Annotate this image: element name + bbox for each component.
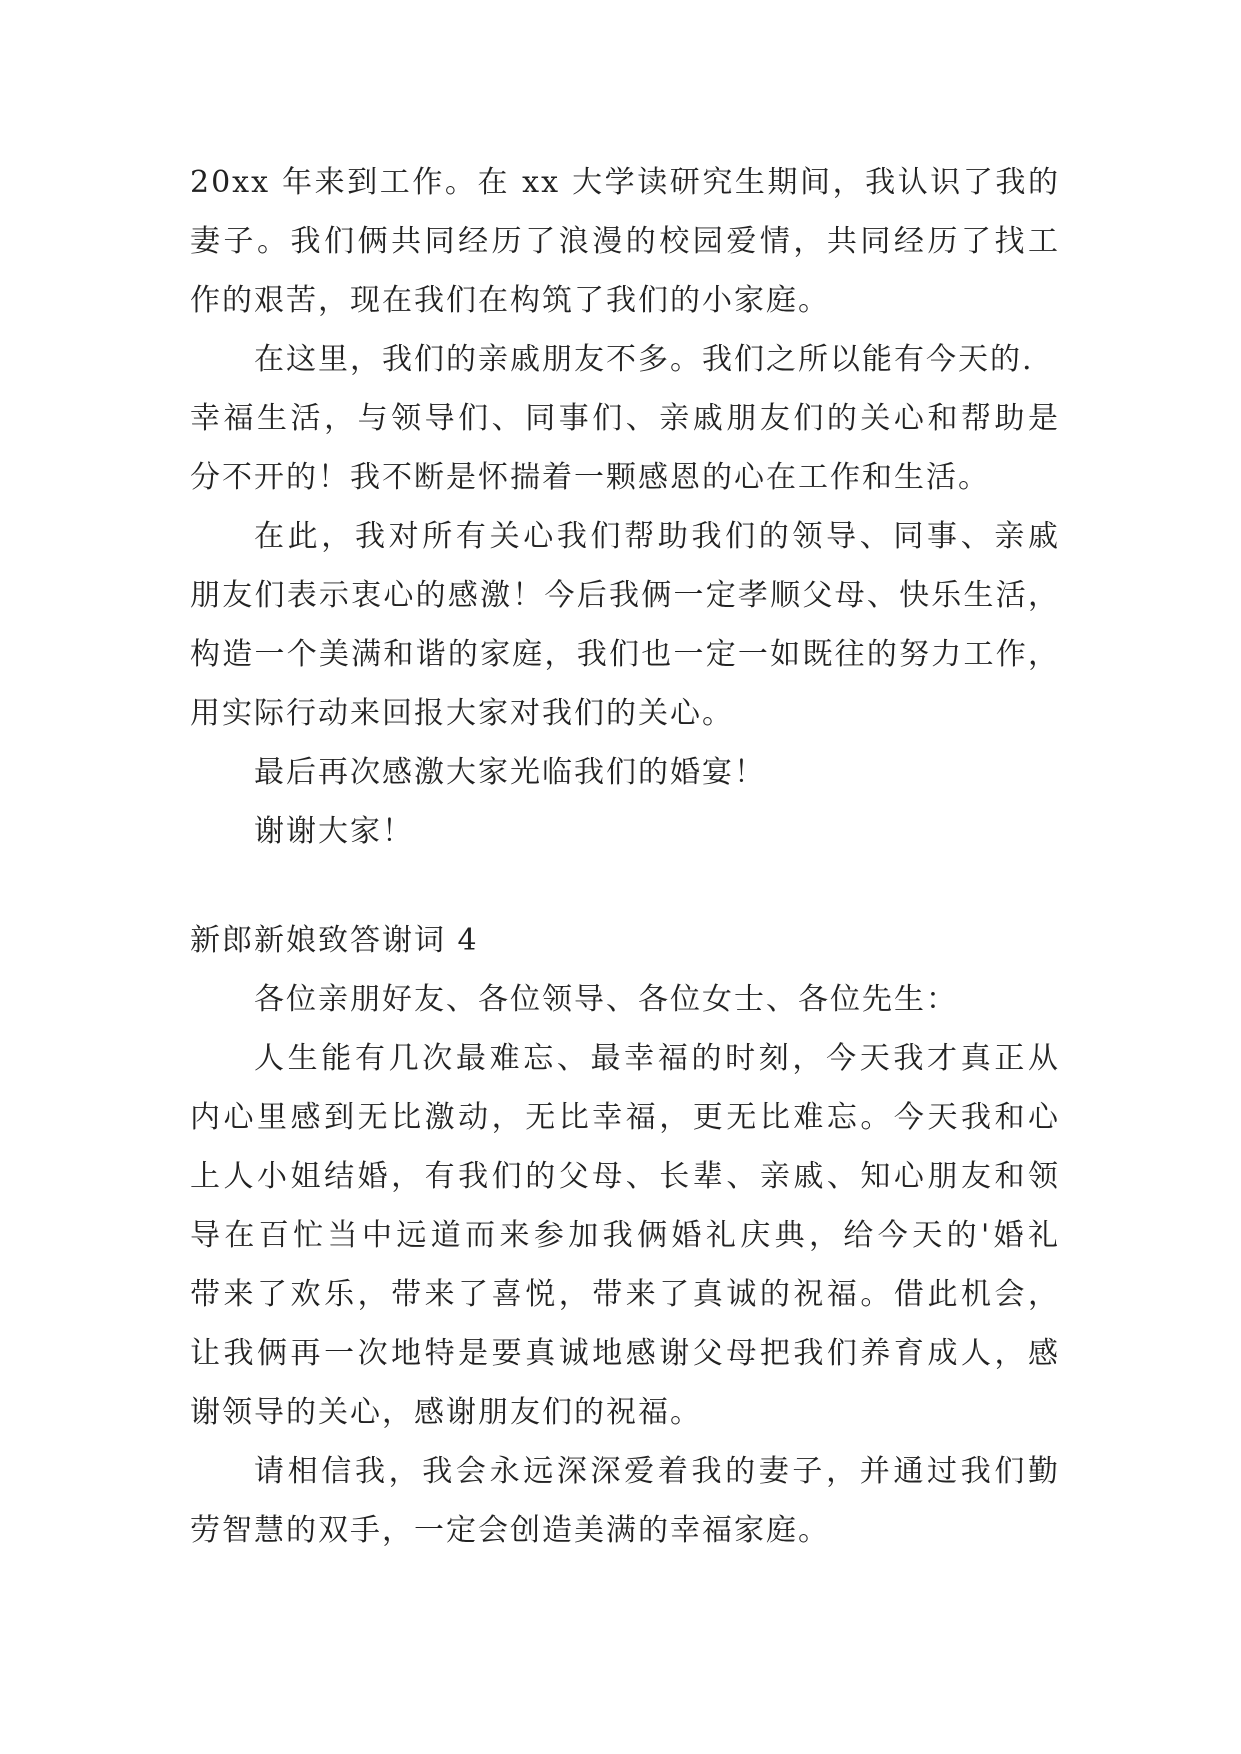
paragraph-line: 劳智慧的双手，一定会创造美满的幸福家庭。: [190, 1513, 830, 1548]
paragraph-line: 作的艰苦，现在我们在构筑了我们的小家庭。: [190, 283, 830, 318]
paragraph-line: 构造一个美满和谐的家庭，我们也一定一如既往的努力工作，: [190, 637, 1060, 672]
paragraph-line: 谢谢大家！: [254, 814, 414, 849]
paragraph-line: 在这里，我们的亲戚朋友不多。我们之所以能有今天的.: [254, 342, 1034, 377]
paragraph-line: 请相信我，我会永远深深爱着我的妻子，并通过我们勤: [254, 1454, 1060, 1489]
paragraph-line: 在此，我对所有关心我们帮助我们的领导、同事、亲戚: [254, 519, 1060, 554]
paragraph-line: 各位亲朋好友、各位领导、各位女士、各位先生：: [254, 982, 958, 1017]
paragraph-line: 谢领导的关心，感谢朋友们的祝福。: [190, 1395, 702, 1430]
paragraph-line: 分不开的！我不断是怀揣着一颗感恩的心在工作和生活。: [190, 460, 990, 495]
section-title: 新郎新娘致答谢词 4: [190, 923, 479, 958]
paragraph-line: 内心里感到无比激动，无比幸福，更无比难忘。今天我和心: [190, 1100, 1060, 1135]
paragraph-line: 上人小姐结婚，有我们的父母、长辈、亲戚、知心朋友和领: [190, 1159, 1060, 1194]
paragraph-line: 让我俩再一次地特是要真诚地感谢父母把我们养育成人，感: [190, 1336, 1060, 1371]
paragraph-line: 妻子。我们俩共同经历了浪漫的校园爱情，共同经历了找工: [190, 224, 1060, 259]
paragraph-line: 20xx 年来到工作。在 xx 大学读研究生期间，我认识了我的: [190, 165, 1060, 200]
paragraph-line: 朋友们表示衷心的感激！今后我俩一定孝顺父母、快乐生活，: [190, 578, 1060, 613]
paragraph-line: 最后再次感激大家光临我们的婚宴！: [254, 755, 766, 790]
paragraph-line: 人生能有几次最难忘、最幸福的时刻，今天我才真正从: [254, 1041, 1060, 1076]
paragraph-line: 用实际行动来回报大家对我们的关心。: [190, 696, 734, 731]
paragraph-line: 幸福生活，与领导们、同事们、亲戚朋友们的关心和帮助是: [190, 401, 1060, 436]
paragraph-line: 带来了欢乐，带来了喜悦，带来了真诚的祝福。借此机会，: [190, 1277, 1060, 1312]
paragraph-line: 导在百忙当中远道而来参加我俩婚礼庆典，给今天的'婚礼: [190, 1218, 1060, 1253]
